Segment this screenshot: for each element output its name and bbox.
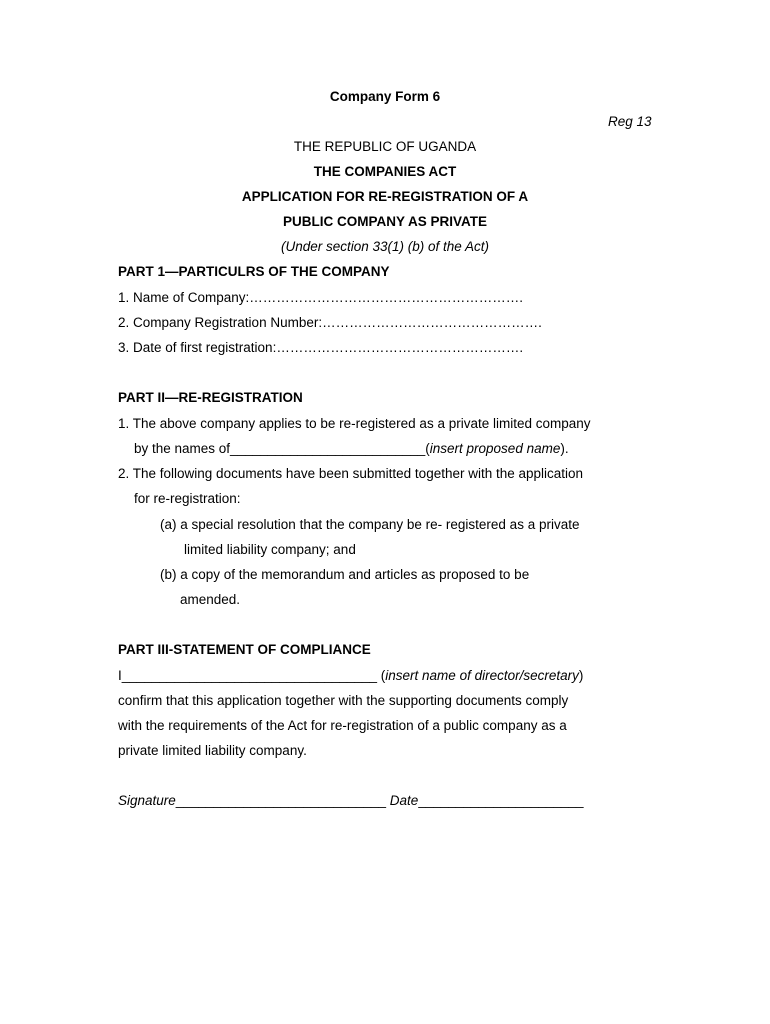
signature-label: Signature	[118, 793, 176, 808]
part2-item1-line1: 1. The above company applies to be re-registered as a private limited company	[118, 416, 591, 431]
section-reference: (Under section 33(1) (b) of the Act)	[280, 239, 490, 254]
proposed-name-suffix: ).	[560, 441, 569, 456]
part1-heading: PART 1—PARTICULRS OF THE COMPANY	[118, 264, 390, 279]
republic-heading: THE REPUBLIC OF UGANDA	[293, 139, 477, 154]
part1-item-first-registration-date: 3. Date of first registration:……………………………………………….	[118, 340, 524, 355]
director-name-suffix: )	[578, 668, 584, 683]
part1-item-registration-number: 2. Company Registration Number:………………………………………….	[118, 315, 542, 330]
application-title-line1: APPLICATION FOR RE-REGISTRATION OF A	[241, 189, 529, 204]
part3-line1	[118, 668, 583, 684]
part3-line4: private limited liability company.	[118, 743, 307, 758]
signature-date-row	[118, 793, 584, 809]
part3-line2: confirm that this application together with the supporting documents comply	[118, 693, 569, 708]
part2-sub-a-line1: (a) a special resolution that the company be re- registered as a private	[160, 517, 580, 532]
part2-item1-line2	[134, 441, 569, 457]
director-name-hint: insert name of director/secretary	[385, 668, 579, 683]
part3-line3: with the requirements of the Act for re-registration of a public company as a	[118, 718, 567, 733]
proposed-name-hint: insert proposed name	[429, 441, 561, 456]
part2-sub-a-line2: limited liability company; and	[184, 542, 356, 557]
reg-reference: Reg 13	[608, 114, 652, 129]
form-title: Company Form 6	[329, 89, 441, 104]
part3-heading: PART III-STATEMENT OF COMPLIANCE	[118, 642, 371, 657]
application-title-line2: PUBLIC COMPANY AS PRIVATE	[282, 214, 488, 229]
part2-sub-b-line2: amended.	[180, 592, 241, 607]
director-name-blank: I__________________________________ (	[118, 668, 386, 683]
part2-sub-b-line1: (b) a copy of the memorandum and articles as proposed to be	[160, 567, 530, 582]
part2-heading: PART II—RE-REGISTRATION	[118, 390, 303, 405]
part2-item2-line1: 2. The following documents have been submitted together with the application	[118, 466, 584, 481]
part1-item-company-name: 1. Name of Company:…………………………………………………….	[118, 290, 524, 305]
act-heading: THE COMPANIES ACT	[313, 164, 457, 179]
signature-blank: ____________________________	[175, 793, 387, 808]
proposed-name-prefix: by the names of__________________________(	[134, 441, 430, 456]
part2-item2-line2: for re-registration:	[134, 491, 241, 506]
date-blank: ______________________	[418, 793, 584, 808]
date-label: Date	[389, 793, 419, 808]
